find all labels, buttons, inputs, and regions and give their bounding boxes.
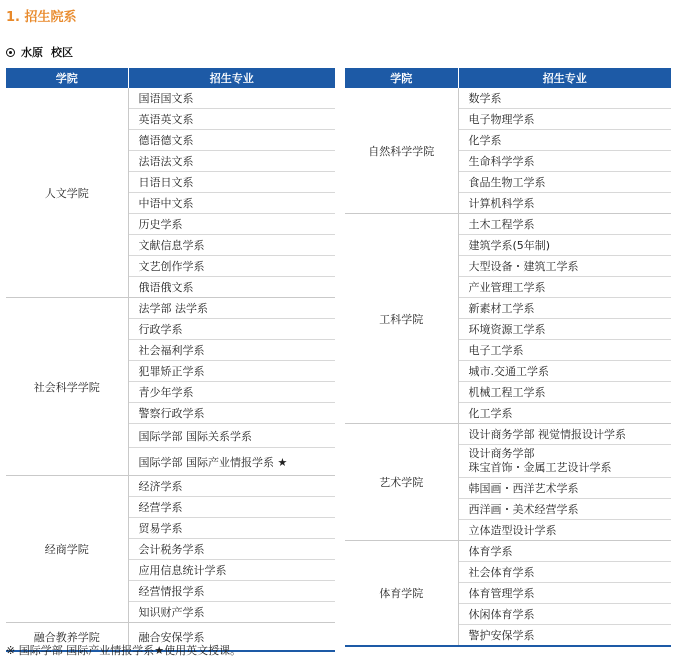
table-row — [345, 214, 671, 235]
major-name: 电子工学系 — [458, 340, 671, 361]
college-name: 体育学院 — [345, 541, 458, 647]
major-name: 社会体育学系 — [458, 562, 671, 583]
major-name: 城市.交通工学系 — [458, 361, 671, 382]
major-name: 新素材工学系 — [458, 298, 671, 319]
college-group — [345, 88, 671, 214]
major-name: 生命科学学系 — [458, 151, 671, 172]
college-name: 工科学院 — [345, 214, 458, 424]
table-row — [6, 298, 335, 319]
major-name: 土木工程学系 — [458, 214, 671, 235]
college-name: 自然科学学院 — [345, 88, 458, 214]
majors-header: 招生专业 — [458, 68, 671, 88]
major-name: 应用信息统计学系 — [128, 560, 335, 581]
college-header: 学院 — [345, 68, 458, 88]
major-name: 国际学部 国际关系学系 — [128, 424, 335, 448]
major-name: 文献信息学系 — [128, 235, 335, 256]
college-group — [345, 424, 671, 541]
major-name: 化学系 — [458, 130, 671, 151]
major-name: 休闲体育学系 — [458, 604, 671, 625]
major-name: 食品生物工学系 — [458, 172, 671, 193]
college-group — [6, 298, 335, 476]
table-row — [345, 424, 671, 445]
major-name: 立体造型设计学系 — [468, 524, 557, 537]
majors-header: 招生专业 — [128, 68, 335, 88]
major-name: 机械工程工学系 — [458, 382, 671, 403]
major-name: 国语国文系 — [128, 88, 335, 109]
major-name: 体育学系 — [458, 541, 671, 562]
campus-suffix: 校区 — [51, 46, 73, 59]
college-name: 社会科学学院 — [6, 298, 128, 476]
section-title: 1. 招生院系 — [6, 10, 77, 25]
major-name: 大型设备・建筑工学系 — [458, 256, 671, 277]
footnote: ※ 国际学部 国际产业情报学系★使用英文授课。 — [6, 644, 242, 657]
major-name: 环境资源工学系 — [458, 319, 671, 340]
major-name: 西洋画・美术经营学系 — [458, 499, 671, 520]
major-name: 德语德文系 — [128, 130, 335, 151]
major-name: 电子物理学系 — [458, 109, 671, 130]
college-name: 经商学院 — [6, 476, 128, 623]
campus-heading — [6, 44, 73, 60]
major-name: 青少年学系 — [128, 382, 335, 403]
major-name: 产业管理工学系 — [458, 277, 671, 298]
major-name: 中语中文系 — [128, 193, 335, 214]
college-group — [6, 88, 335, 298]
major-name: 英语英文系 — [128, 109, 335, 130]
radio-bullet-icon — [6, 48, 15, 57]
major-name: 会计税务学系 — [128, 539, 335, 560]
table-row — [6, 88, 335, 109]
major-name: 贸易学系 — [128, 518, 335, 539]
college-name: 人文学院 — [6, 88, 128, 298]
table-row — [6, 476, 335, 497]
major-name: 建筑学系(5年制) — [458, 235, 671, 256]
left-admission-table — [6, 68, 335, 652]
college-header: 学院 — [6, 68, 128, 88]
right-admission-table — [345, 68, 671, 647]
major-name: 体育管理学系 — [458, 583, 671, 604]
major-name: 文艺创作学系 — [128, 256, 335, 277]
major-name: 社会福利学系 — [128, 340, 335, 361]
major-name: 经济学系 — [128, 476, 335, 497]
table-row — [345, 541, 671, 562]
major-name: 经营学系 — [128, 497, 335, 518]
major-name: 融合安保学系 — [138, 630, 205, 644]
major-name: 警护安保学系 — [468, 629, 535, 642]
college-group — [345, 541, 671, 647]
major-name: 警察行政学系 — [128, 403, 335, 424]
major-name: 化工学系 — [468, 407, 513, 420]
major-name: 法语法文系 — [128, 151, 335, 172]
major-name: 日语日文系 — [128, 172, 335, 193]
major-name: 经营情报学系 — [128, 581, 335, 602]
major-name: 国际学部 国际产业情报学系 ★ — [138, 455, 288, 469]
major-name: 计算机科学系 — [468, 197, 535, 210]
major-name: 知识财产学系 — [138, 606, 205, 619]
major-name: 历史学系 — [128, 214, 335, 235]
college-group — [6, 476, 335, 623]
college-group — [345, 214, 671, 424]
major-name: 犯罪矫正学系 — [128, 361, 335, 382]
major-name: 法学部 法学系 — [128, 298, 335, 319]
major-name: 设计商务学部 珠宝首饰・金属工艺设计学系 — [458, 445, 671, 478]
major-name: 设计商务学部 视觉情报设计学系 — [458, 424, 671, 445]
major-name: 韩国画・西洋艺术学系 — [458, 478, 671, 499]
major-name: 数学系 — [458, 88, 671, 109]
college-name: 融合教养学院 — [6, 623, 128, 652]
major-name: 行政学系 — [128, 319, 335, 340]
major-name: 俄语俄文系 — [138, 281, 194, 294]
campus-name: 水原 — [21, 46, 43, 59]
table-row — [345, 88, 671, 109]
college-name: 艺术学院 — [345, 424, 458, 541]
